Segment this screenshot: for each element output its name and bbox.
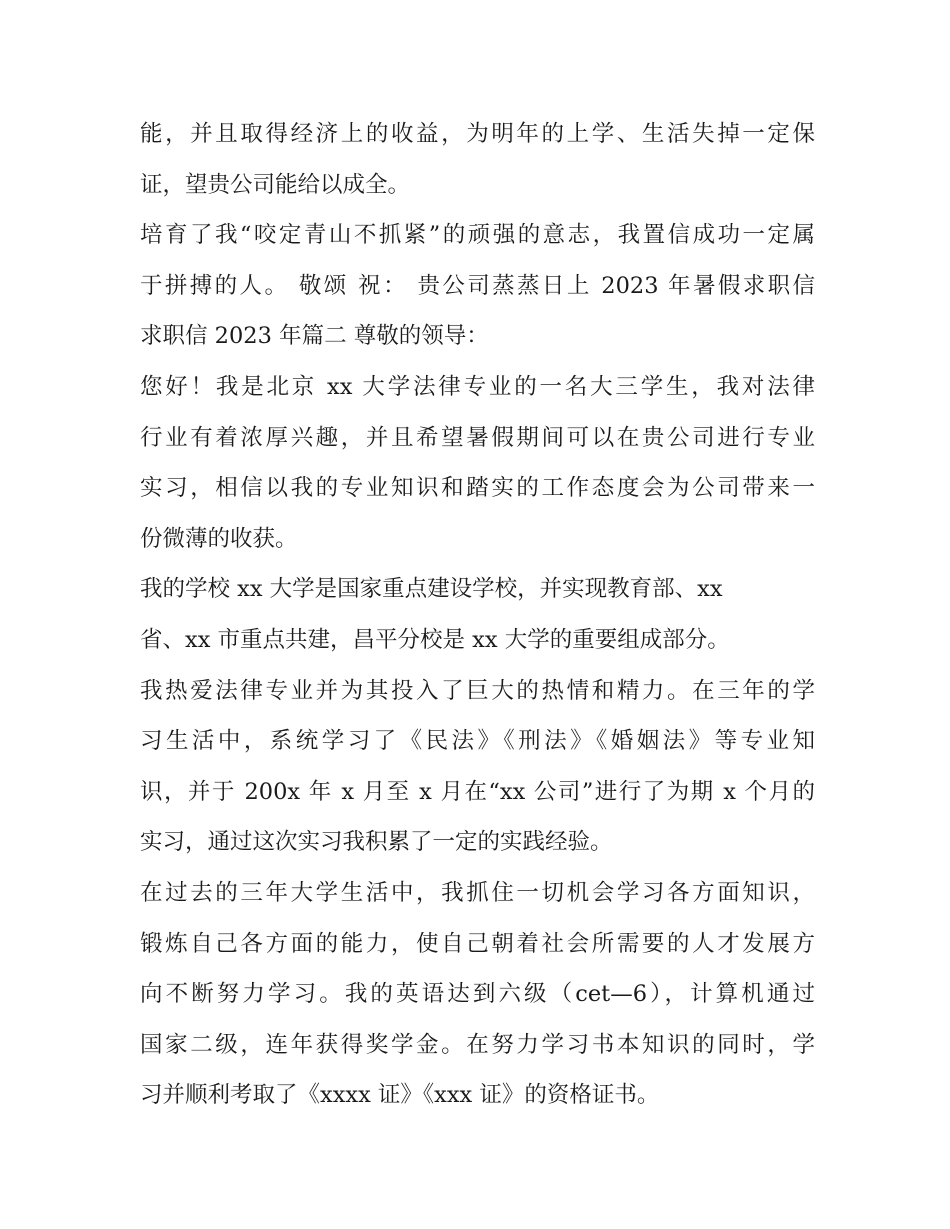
text-line: 习生活中，系统学习了《民法》《刑法》《婚姻法》等专业知	[140, 728, 815, 755]
text-line: 于拼搏的人。 敬颂 祝： 贵公司蒸蒸日上 2023 年暑假求职信	[140, 272, 815, 299]
text-line: 在过去的三年大学生活中，我抓住一切机会学习各方面知识，	[140, 879, 815, 906]
text-line: 识，并于 200x 年 x 月至 x 月在“xx 公司”进行了为期 x 个月的	[140, 778, 815, 805]
text-line: 我的学校 xx 大学是国家重点建设学校，并实现教育部、xx	[140, 576, 723, 603]
text-line: 我热爱法律专业并为其投入了巨大的热情和精力。在三年的学	[140, 677, 815, 704]
text-line: 培育了我“咬定青山不抓紧”的顽强的意志，我置信成功一定属	[140, 222, 815, 249]
text-line: 国家二级，连年获得奖学金。在努力学习书本知识的同时，学	[140, 1031, 815, 1058]
text-line: 实习，通过这次实习我积累了一定的实践经验。	[140, 829, 613, 856]
text-line: 省、xx 市重点共建，昌平分校是 xx 大学的重要组成部分。	[140, 626, 730, 653]
text-line: 证，望贵公司能给以成全。	[140, 171, 411, 198]
text-line: 份微薄的收获。	[140, 525, 298, 552]
text-line: 您好！我是北京 xx 大学法律专业的一名大三学生，我对法律	[140, 373, 815, 400]
text-line: 行业有着浓厚兴趣，并且希望暑假期间可以在贵公司进行专业	[140, 424, 815, 451]
document-body	[140, 109, 815, 1121]
text-line: 能，并且取得经济上的收益，为明年的上学、生活失掉一定保	[140, 121, 815, 147]
text-line: 习并顺利考取了《xxxx 证》《xxx 证》的资格证书。	[140, 1082, 660, 1109]
text-line: 向不断努力学习。我的英语达到六级（cet—6），计算机通过	[140, 981, 815, 1008]
text-line: 求职信 2023 年篇二 尊敬的领导：	[140, 323, 489, 350]
text-line: 锻炼自己各方面的能力，使自己朝着社会所需要的人才发展方	[140, 930, 815, 957]
text-line: 实习，相信以我的专业知识和踏实的工作态度会为公司带来一	[140, 475, 815, 502]
